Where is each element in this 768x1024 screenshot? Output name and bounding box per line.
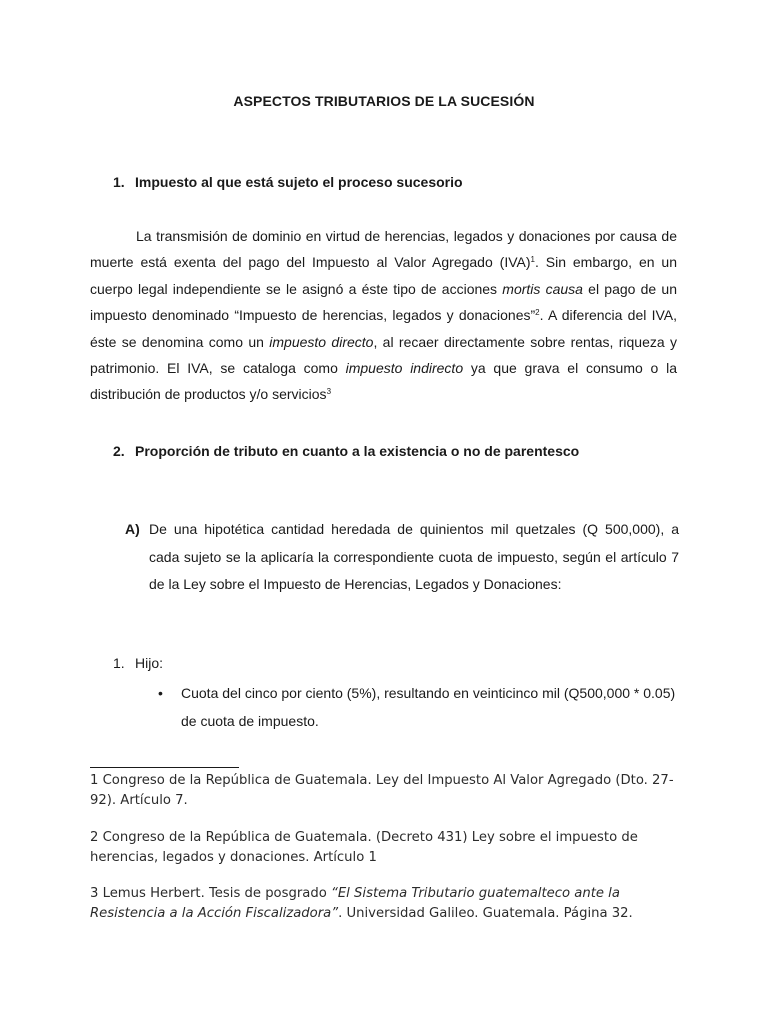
section-2-number: 2.: [113, 443, 125, 459]
section-1-heading: [113, 174, 463, 190]
bullet-text: Cuota del cinco por ciento (5%), resultando en veinticinco mil (Q500,000 * 0.05) de cuota de impuesto.: [181, 685, 676, 729]
para-text-1: La transmisión de dominio en virtud de herencias, legados y donaciones por causa de muerte está exenta del pago del Impuesto al Valor Agregado (IVA): [90, 228, 677, 271]
para-italic-impuesto-directo: impuesto directo: [269, 333, 374, 350]
footnote-ref-1[interactable]: 1: [530, 255, 535, 265]
footnote-ref-2[interactable]: 2: [535, 308, 540, 318]
list-item-number: 1.: [113, 655, 125, 671]
footnote-3: [90, 884, 690, 924]
section-2-heading-text: Proporción de tributo en cuanto a la existencia o no de parentesco: [135, 443, 580, 459]
footnote-3-publisher: . Universidad Galileo. Guatemala. Página 32.: [338, 906, 633, 921]
list-item-label: Hijo:: [135, 655, 164, 671]
section-1-heading-text: Impuesto al que está sujeto el proceso sucesorio: [135, 174, 463, 190]
item-a: [125, 516, 679, 599]
footnote-3-author: 3 Lemus Herbert. Tesis de posgrado: [90, 886, 332, 901]
section-1-paragraph: [90, 223, 677, 408]
item-a-label: A): [125, 521, 140, 537]
page-title: ASPECTOS TRIBUTARIOS DE LA SUCESIÓN: [233, 93, 535, 109]
para-italic-impuesto-indirecto: impuesto indirecto: [345, 360, 464, 377]
footnote-1: 1 Congreso de la República de Guatemala. Ley del Impuesto Al Valor Agregado (Dto. 27-92). Artículo 7.: [90, 773, 674, 808]
footnote-3-title: “El Sistema Tributario guatemalteco ante la Resistencia a la Acción Fiscalizadora”: [90, 886, 620, 921]
para-text-3: el pago de un impuesto denominado “Impuesto de herencias, legados y donaciones”: [90, 280, 678, 324]
footnote-ref-3[interactable]: 3: [326, 387, 332, 397]
para-text-6: ya que grava el consumo o la distribución de productos y/o servicios: [90, 360, 677, 403]
bullet-icon: •: [158, 685, 163, 701]
section-2-heading: [113, 443, 579, 459]
list-item-hijo: [113, 655, 163, 671]
para-text-2: . Sin embargo, en un cuerpo legal independiente se le asignó a éste tipo de acciones: [90, 254, 677, 297]
item-a-text: De una hipotética cantidad heredada de quinientos mil quetzales (Q 500,000), a cada sujeto se la aplicaría la correspondiente cuota de impuesto, según el artículo 7 de la Ley sobre el Impuesto de Herencias, Legados y Donaciones:: [149, 521, 679, 592]
footnote-separator: [90, 767, 239, 768]
footnote-2: 2 Congreso de la República de Guatemala. (Decreto 431) Ley sobre el impuesto de herencias, legados y donaciones. Artículo 1: [90, 830, 638, 865]
para-text-4: . A diferencia del IVA, éste se denomina como un: [90, 307, 678, 350]
para-text-5: , al recaer directamente sobre rentas, riqueza y patrimonio. El IVA, se cataloga como: [90, 333, 677, 377]
para-italic-mortis-causa: mortis causa: [502, 280, 583, 297]
section-1-number: 1.: [113, 174, 125, 190]
bullet-item: [158, 679, 678, 735]
